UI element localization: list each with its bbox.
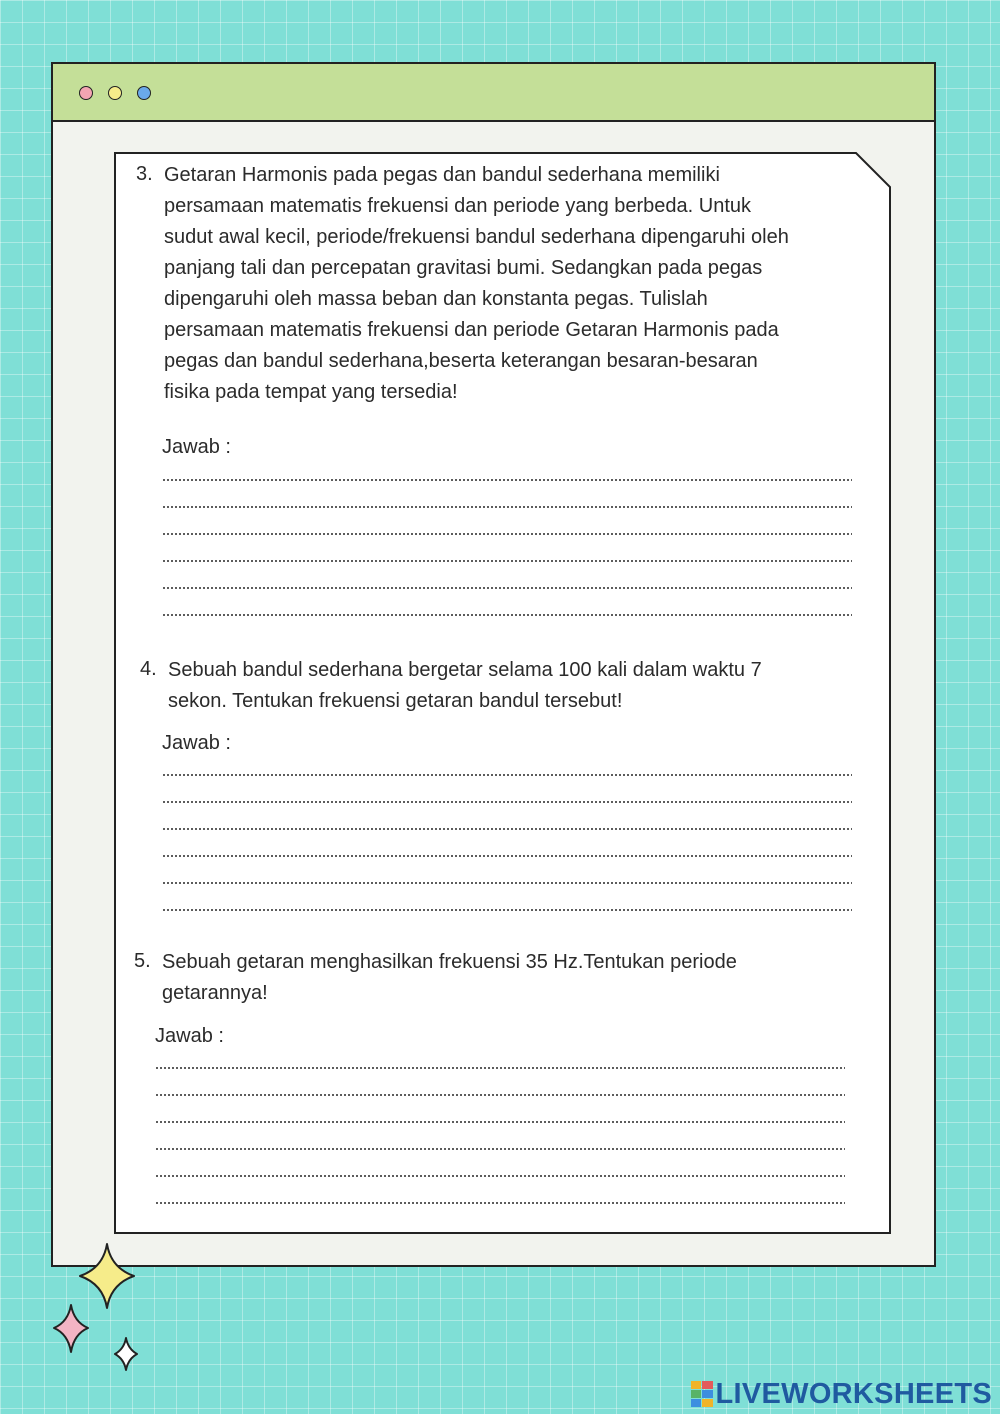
answer-line[interactable] [155, 1147, 845, 1151]
answer-line[interactable] [162, 613, 852, 617]
answer-line[interactable] [162, 827, 852, 831]
answer-line[interactable] [162, 586, 852, 590]
sparkle-decoration [48, 1238, 158, 1378]
liveworksheets-logo-icon [691, 1381, 713, 1407]
question-text-line: fisika pada tempat yang tersedia! [164, 381, 458, 403]
answer-line[interactable] [155, 1120, 845, 1124]
sparkle-yellow-icon [80, 1244, 134, 1308]
minimize-dot-icon[interactable] [108, 86, 122, 100]
sparkle-small-icon [115, 1338, 137, 1370]
answer-line[interactable] [162, 505, 852, 509]
answer-line[interactable] [162, 881, 852, 885]
question-text-line: panjang tali dan percepatan gravitasi bumi. Sedangkan pada pegas [164, 257, 763, 279]
question-text-line: persamaan matematis frekuensi dan periode Getaran Harmonis pada [164, 319, 779, 341]
answer-line[interactable] [155, 1066, 845, 1070]
question-number: 4. [140, 658, 157, 680]
question-text-line: getarannya! [162, 982, 268, 1004]
question-number: 5. [134, 950, 151, 972]
question-number: 3. [136, 163, 153, 185]
sparkle-pink-icon [54, 1305, 88, 1352]
question-text-line: pegas dan bandul sederhana,beserta keterangan besaran-besaran [164, 350, 758, 372]
question-text-line: Sebuah getaran menghasilkan frekuensi 35 Hz.Tentukan periode [162, 951, 737, 973]
maximize-dot-icon[interactable] [137, 86, 151, 100]
answer-line[interactable] [155, 1093, 845, 1097]
question-text-line: Getaran Harmonis pada pegas dan bandul sederhana memiliki [164, 164, 720, 186]
answer-line[interactable] [162, 800, 852, 804]
question-text-line: sudut awal kecil, periode/frekuensi bandul sederhana dipengaruhi oleh [164, 226, 789, 248]
liveworksheets-brand[interactable] [691, 1378, 993, 1410]
answer-line[interactable] [162, 854, 852, 858]
answer-label: Jawab : [162, 436, 231, 458]
answer-line[interactable] [155, 1174, 845, 1178]
answer-line[interactable] [162, 559, 852, 563]
window-titlebar [53, 64, 934, 122]
answer-line[interactable] [162, 532, 852, 536]
answer-label: Jawab : [162, 732, 231, 754]
question-text-line: Sebuah bandul sederhana bergetar selama 100 kali dalam waktu 7 [168, 659, 762, 681]
question-text-line: dipengaruhi oleh massa beban dan konstanta pegas. Tulislah [164, 288, 708, 310]
answer-line[interactable] [162, 908, 852, 912]
close-dot-icon[interactable] [79, 86, 93, 100]
answer-line[interactable] [162, 478, 852, 482]
brand-name: LIVEWORKSHEETS [715, 1377, 992, 1410]
answer-line[interactable] [155, 1201, 845, 1205]
answer-label: Jawab : [155, 1025, 224, 1047]
answer-line[interactable] [162, 773, 852, 777]
question-text-line: sekon. Tentukan frekuensi getaran bandul tersebut! [168, 690, 623, 712]
worksheet-content [114, 152, 890, 1234]
question-text-line: persamaan matematis frekuensi dan periode yang berbeda. Untuk [164, 195, 752, 217]
